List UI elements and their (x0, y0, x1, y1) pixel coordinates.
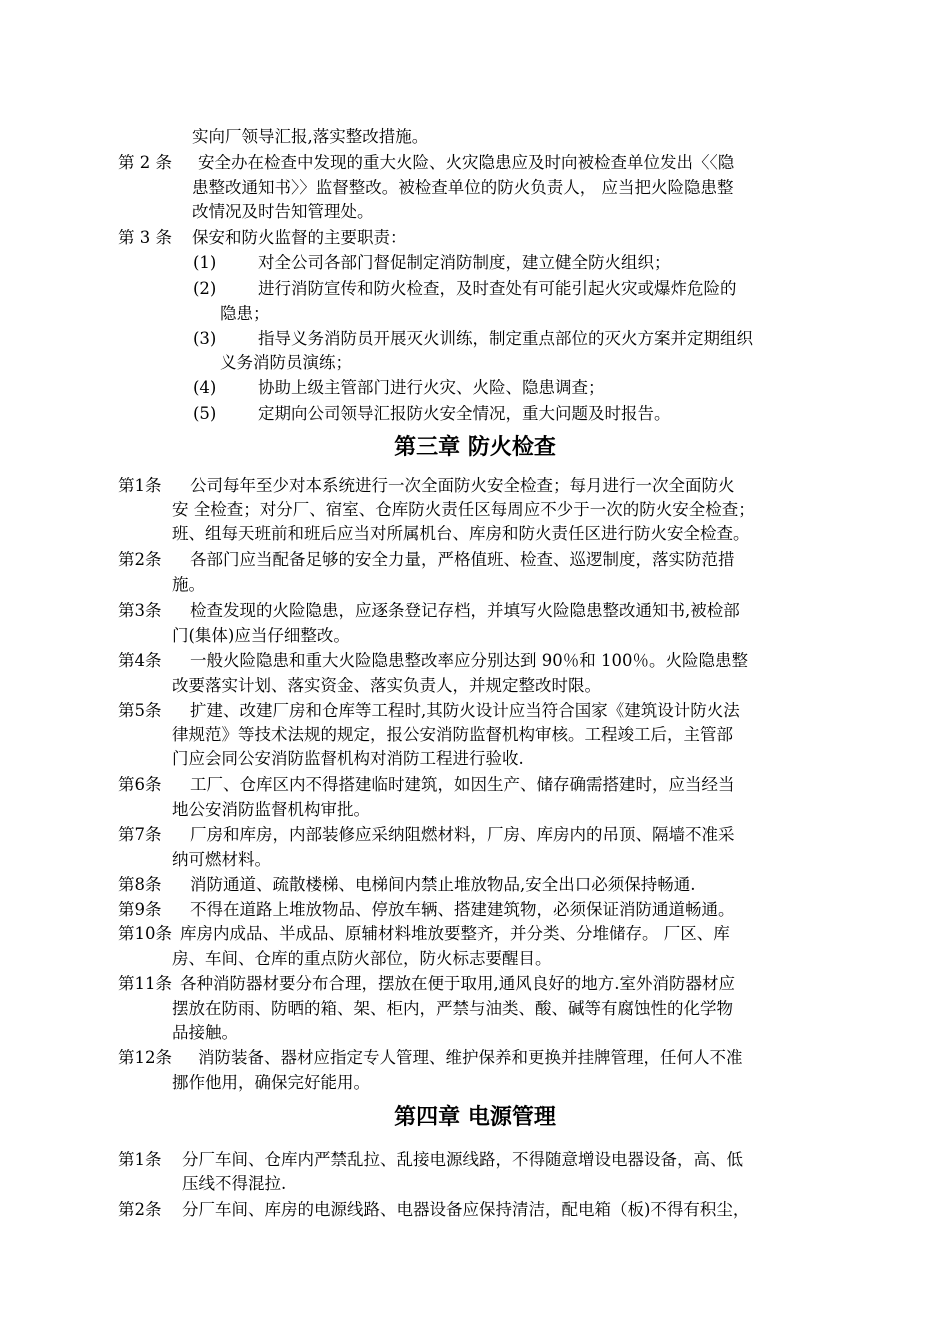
paragraph-line: 患整改通知书〉〉监督整改。被检查单位的防火负责人， 应当把火险隐患整 (192, 178, 734, 197)
article-number: 第1条 (118, 476, 162, 495)
list-item-number: (4) (193, 378, 217, 397)
list-item-text: 指导义务消防员开展灭火训练，制定重点部位的灭火方案并定期组织 (258, 329, 753, 348)
paragraph-line: 分厂车间、库房的电源线路、电器设备应保持清洁，配电箱（板)不得有积尘， (182, 1200, 750, 1219)
article-number: 第1条 (118, 1150, 162, 1169)
list-item-text: 进行消防宣传和防火检查，及时查处有可能引起火灾或爆炸危险的 (258, 279, 737, 298)
paragraph-line: 各种消防器材要分布合理，摆放在便于取用,通风良好的地方.室外消防器材应 (180, 974, 735, 993)
chapter-heading: 第三章 防火检查 (394, 435, 556, 460)
article-number: 第5条 (118, 701, 162, 720)
paragraph-line: 门应会同公安消防监督机构对消防工程进行验收. (172, 749, 524, 768)
article-number: 第4条 (118, 651, 162, 670)
article-number: 第9条 (118, 900, 162, 919)
list-item-number: (2) (193, 279, 217, 298)
paragraph-line: 库房内成品、半成品、原辅材料堆放要整齐，并分类、分堆储存。 厂区、库 (180, 924, 730, 943)
paragraph-line: 不得在道路上堆放物品、停放车辆、搭建建筑物，必须保证消防通道畅通。 (190, 900, 735, 919)
paragraph-line: 改要落实计划、落实资金、落实负责人，并规定整改时限。 (172, 676, 601, 695)
paragraph-line: 安 全检查；对分厂、宿室、仓库防火责任区每周应不少于一次的防火安全检查； (172, 500, 755, 519)
paragraph-line: 厂房和库房，内部装修应采纳阻燃材料，厂房、库房内的吊顶、隔墙不准采 (190, 825, 735, 844)
paragraph-line: 检查发现的火险隐患，应逐条登记存档，并填写火险隐患整改通知书,被检部 (190, 601, 740, 620)
article-number: 第2条 (118, 550, 162, 569)
paragraph-line: 挪作他用，确保完好能用。 (172, 1073, 370, 1092)
paragraph-line: 纳可燃材料。 (172, 850, 271, 869)
paragraph-line: 分厂车间、仓库内严禁乱拉、乱接电源线路，不得随意增设电器设备，高、低 (182, 1150, 743, 1169)
paragraph-line: 公司每年至少对本系统进行一次全面防火安全检查；每月进行一次全面防火 (190, 476, 735, 495)
list-item-text: 定期向公司领导汇报防火安全情况，重大问题及时报告。 (258, 404, 671, 423)
article-number: 第 3 条 (118, 228, 172, 247)
paragraph-line: 各部门应当配备足够的安全力量，严格值班、检查、巡逻制度，落实防范措 (190, 550, 735, 569)
paragraph-line: 实向厂领导汇报,落实整改措施。 (192, 127, 429, 146)
paragraph-line: 压线不得混拉. (182, 1174, 287, 1193)
paragraph-line: 施。 (172, 575, 205, 594)
chapter-heading: 第四章 电源管理 (394, 1105, 556, 1130)
article-number: 第10条 (118, 924, 172, 943)
paragraph-line: 改情况及时告知管理处。 (192, 202, 374, 221)
article-number: 第6条 (118, 775, 162, 794)
article-number: 第7条 (118, 825, 162, 844)
paragraph-line: 摆放在防雨、防晒的箱、架、柜内，严禁与油类、酸、碱等有腐蚀性的化学物 (172, 999, 733, 1018)
paragraph-line: 地公安消防监督机构审批。 (172, 800, 370, 819)
list-item-text: 协助上级主管部门进行火灾、火险、隐患调查； (258, 378, 605, 397)
list-item-number: (1) (193, 253, 217, 272)
article-number: 第3条 (118, 601, 162, 620)
article-number: 第8条 (118, 875, 162, 894)
article-number: 第11条 (118, 974, 172, 993)
article-number: 第12条 (118, 1048, 172, 1067)
paragraph-line: 消防装备、器材应指定专人管理、维护保养和更换并挂牌管理，任何人不准 (198, 1048, 743, 1067)
paragraph-line: 房、车间、仓库的重点防火部位，防火标志要醒目。 (172, 949, 552, 968)
list-item-text: 义务消防员演练； (220, 353, 352, 372)
paragraph-line: 工厂、仓库区内不得搭建临时建筑，如因生产、储存确需搭建时，应当经当 (190, 775, 735, 794)
article-number: 第2条 (118, 1200, 162, 1219)
paragraph-line: 一般火险隐患和重大火险隐患整改率应分别达到 90％和 100％。火险隐患整 (190, 651, 748, 670)
list-item-text: 隐患； (220, 304, 270, 323)
article-number: 第 2 条 (118, 153, 172, 172)
paragraph-line: 消防通道、疏散楼梯、电梯间内禁止堆放物品,安全出口必须保持畅通. (190, 875, 696, 894)
paragraph-line: 扩建、改建厂房和仓库等工程时,其防火设计应当符合国家《建筑设计防火法 (190, 701, 740, 720)
list-item-number: (3) (193, 329, 217, 348)
paragraph-line: 保安和防火监督的主要职责： (192, 228, 407, 247)
paragraph-line: 品接触。 (172, 1023, 238, 1042)
paragraph-line: 门(集体)应当仔细整改。 (172, 626, 350, 645)
paragraph-line: 律规范》等技术法规的规定，报公安消防监督机构审核。工程竣工后，主管部 (172, 725, 733, 744)
list-item-text: 对全公司各部门督促制定消防制度，建立健全防火组织； (258, 253, 671, 272)
paragraph-line: 班、组每天班前和班后应当对所属机台、库房和防火责任区进行防火安全检查。 (172, 524, 750, 543)
paragraph-line: 安全办在检查中发现的重大火险、火灾隐患应及时向被检查单位发出〈〈隐 (198, 153, 735, 172)
list-item-number: (5) (193, 404, 217, 423)
